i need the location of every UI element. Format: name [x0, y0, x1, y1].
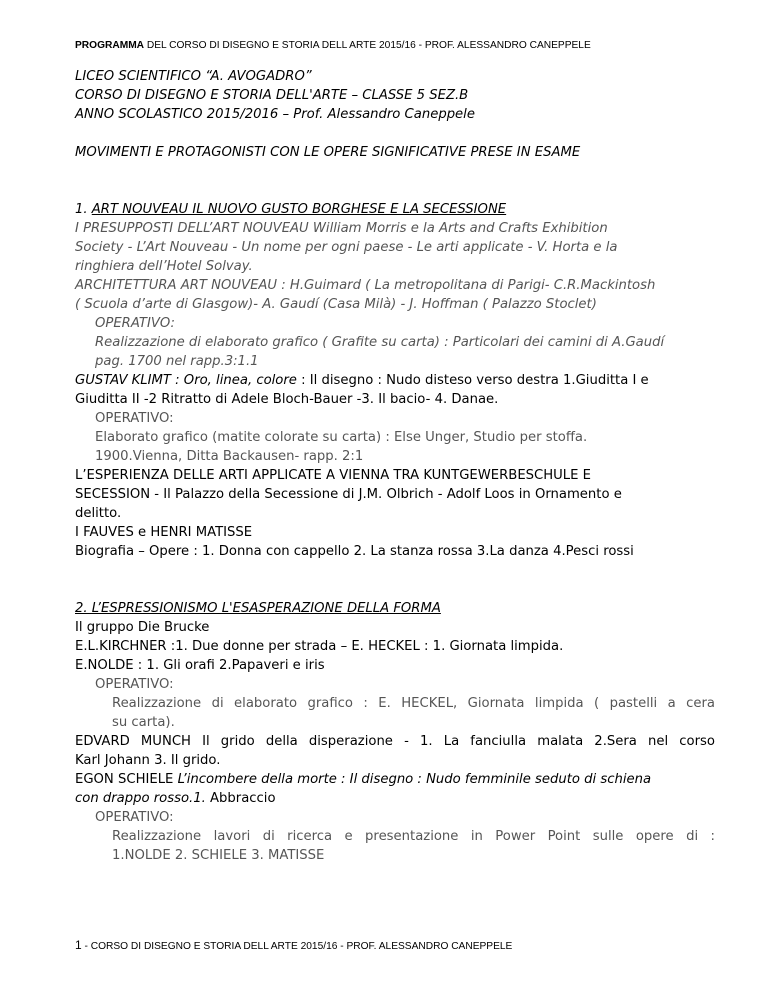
munch-line: EDVARD MUNCH Il grido della disperazione - 1. La fanciulla malata 2.Sera nel corso: [75, 734, 715, 749]
intro-line: LICEO SCIENTIFICO “A. AVOGADRO”: [75, 69, 312, 84]
operativo-label: OPERATIVO:: [95, 810, 174, 825]
document-body: [75, 67, 715, 865]
operativo-line: Realizzazione di elaborato grafico ( Grafite su carta) : Particolari dei camini di A.Gaudí: [95, 335, 665, 350]
section-1-heading: [75, 200, 715, 219]
nolde-line: E.NOLDE : 1. Gli orafi 2.Papaveri e iris: [75, 658, 325, 673]
klimt-lead: GUSTAV KLIMT : Oro, linea, colore: [75, 373, 297, 388]
presupposti-line: Society - L’Art Nouveau - Un nome per ogni paese - Le arti applicate - V. Horta e la: [75, 240, 618, 255]
architettura-line: ( Scuola d’arte di Glasgow)- A. Gaudí (Casa Milà) - J. Hoffman ( Palazzo Stoclet): [75, 297, 597, 312]
operativo-line: Realizzazione di elaborato grafico : E. HECKEL, Giornata limpida ( pastelli a cera: [112, 696, 715, 711]
page-footer: [75, 938, 512, 952]
matisse-works: Biografia – Opere : 1. Donna con cappello 2. La stanza rossa 3.La danza 4.Pesci rossi: [75, 544, 634, 559]
page-number: 1: [75, 938, 82, 952]
operativo-label: OPERATIVO:: [95, 316, 175, 331]
schiele-italic-2: con drappo rosso.1.: [75, 791, 206, 806]
footer-rest: - CORSO DI DISEGNO E STORIA DELL ARTE 2015/16 - PROF. ALESSANDRO CANEPPELE: [81, 941, 513, 952]
intro-line: ANNO SCOLASTICO 2015/2016 – Prof. Alessandro Caneppele: [75, 107, 475, 122]
page-header: [75, 40, 591, 51]
schiele-italic: L’incombere della morte : Il disegno : Nudo femminile seduto di schiena: [173, 772, 652, 787]
esperienza-line: SECESSION - Il Palazzo della Secessione di J.M. Olbrich - Adolf Loos in Ornamento e: [75, 487, 622, 502]
operativo-label: OPERATIVO:: [95, 677, 174, 692]
die-brucke: Il gruppo Die Brucke: [75, 620, 210, 635]
schiele-lead: EGON SCHIELE: [75, 772, 174, 787]
operativo-label: OPERATIVO:: [95, 411, 174, 426]
operativo-line: su carta).: [112, 715, 175, 730]
header-strong: PROGRAMMA: [75, 40, 145, 51]
section-1-title: ART NOUVEAU IL NUOVO GUSTO BORGHESE E LA SECESSIONE: [91, 202, 507, 217]
program-subtitle: MOVIMENTI E PROTAGONISTI CON LE OPERE SIGNIFICATIVE PRESE IN ESAME: [75, 145, 581, 160]
esperienza-line: delitto.: [75, 506, 122, 521]
presupposti-line: ringhiera dell’Hotel Solvay.: [75, 259, 253, 274]
schiele-rest: Abbraccio: [205, 791, 276, 806]
operativo-line: pag. 1700 nel rapp.3:1.1: [95, 354, 259, 369]
munch-line-2: Karl Johann 3. Il grido.: [75, 753, 221, 768]
operativo-line: 1900.Vienna, Ditta Backausen- rapp. 2:1: [95, 449, 364, 464]
klimt-line-2: Giuditta II -2 Ritratto di Adele Bloch-Bauer -3. Il bacio- 4. Danae.: [75, 392, 499, 407]
schiele-line-2: [75, 789, 715, 808]
fauves-heading: I FAUVES e HENRI MATISSE: [75, 525, 253, 540]
kirchner-line: E.L.KIRCHNER :1. Due donne per strada – E. HECKEL : 1. Giornata limpida.: [75, 639, 564, 654]
header-rest: DEL CORSO DI DISEGNO E STORIA DELL ARTE 2015/16 - PROF. ALESSANDRO CANEPPELE: [144, 40, 591, 51]
klimt-line: [75, 371, 715, 390]
architettura-line: ARCHITETTURA ART NOUVEAU : H.Guimard ( La metropolitana di Parigi- C.R.Mackintosh: [75, 278, 656, 293]
intro-line: CORSO DI DISEGNO E STORIA DELL'ARTE – CLASSE 5 SEZ.B: [75, 88, 469, 103]
esperienza-line: L’ESPERIENZA DELLE ARTI APPLICATE A VIENNA TRA KUNTGEWERBESCHULE E: [75, 468, 592, 483]
operativo-line: Realizzazione lavori di ricerca e presentazione in Power Point sulle opere di :: [112, 829, 715, 844]
klimt-rest: : Il disegno : Nudo disteso verso destra 1.Giuditta I e: [296, 373, 649, 388]
operativo-line: 1.NOLDE 2. SCHIELE 3. MATISSE: [112, 848, 325, 863]
section-2-title: 2. L’ESPRESSIONISMO L'ESASPERAZIONE DELLA FORMA: [75, 601, 441, 616]
section-1-number: 1.: [75, 202, 92, 217]
presupposti-line: I PRESUPPOSTI DELL’ART NOUVEAU William Morris e la Arts and Crafts Exhibition: [75, 221, 608, 236]
schiele-line: [75, 770, 715, 789]
operativo-line: Elaborato grafico (matite colorate su carta) : Else Unger, Studio per stoffa.: [95, 430, 588, 445]
